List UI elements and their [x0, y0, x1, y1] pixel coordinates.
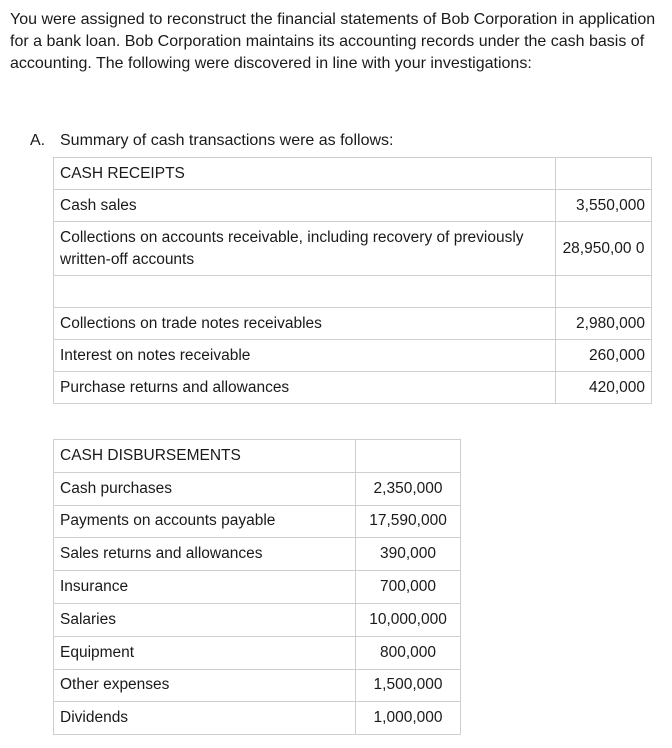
row-label: Purchase returns and allowances — [54, 372, 556, 404]
row-label: Interest on notes receivable — [54, 340, 556, 372]
cash-receipts-table — [53, 157, 652, 404]
row-value: 800,000 — [356, 636, 461, 669]
row-label: Collections on trade notes receivables — [54, 308, 556, 340]
row-value: 700,000 — [356, 571, 461, 604]
header-empty-cell — [556, 158, 652, 190]
row-label: Payments on accounts payable — [54, 505, 356, 538]
row-label: Other expenses — [54, 669, 356, 702]
table-row — [54, 190, 652, 222]
section-heading — [30, 130, 393, 152]
table-row — [54, 340, 652, 372]
cash-disbursements-table — [53, 439, 461, 735]
row-value: 10,000,000 — [356, 603, 461, 636]
table-row — [54, 538, 461, 571]
table-row — [54, 472, 461, 505]
section-letter: A. — [30, 132, 46, 149]
row-value: 3,550,000 — [556, 190, 652, 222]
table-row-empty — [54, 276, 652, 308]
row-label: Cash sales — [54, 190, 556, 222]
row-label — [54, 276, 556, 308]
table-row — [54, 603, 461, 636]
row-value: 1,000,000 — [356, 702, 461, 735]
row-value: 2,980,000 — [556, 308, 652, 340]
row-label: Dividends — [54, 702, 356, 735]
row-label: Sales returns and allowances — [54, 538, 356, 571]
row-label: Cash purchases — [54, 472, 356, 505]
table-row — [54, 505, 461, 538]
row-value: 1,500,000 — [356, 669, 461, 702]
row-label: Equipment — [54, 636, 356, 669]
cash-disbursements-header: CASH DISBURSEMENTS — [54, 440, 356, 473]
table-row — [54, 636, 461, 669]
row-label: Salaries — [54, 603, 356, 636]
table-header-row — [54, 158, 652, 190]
table-row — [54, 669, 461, 702]
table-row — [54, 702, 461, 735]
table-row — [54, 308, 652, 340]
section-title: Summary of cash transactions were as follows: — [60, 132, 394, 149]
row-value: 420,000 — [556, 372, 652, 404]
row-value: 260,000 — [556, 340, 652, 372]
intro-paragraph: You were assigned to reconstruct the financial statements of Bob Corporation in application for a bank loan. Bob Corporation maintains its accounting records under the cash basis of accounting. The following were discovered in line with your investigations: — [10, 11, 656, 72]
table-row — [54, 571, 461, 604]
row-label: Collections on accounts receivable, including recovery of previously written-off accounts — [54, 222, 556, 276]
table-row — [54, 222, 652, 276]
row-value: 390,000 — [356, 538, 461, 571]
row-label: Insurance — [54, 571, 356, 604]
header-empty-cell — [356, 440, 461, 473]
row-value: 2,350,000 — [356, 472, 461, 505]
table-header-row — [54, 440, 461, 473]
cash-receipts-header: CASH RECEIPTS — [54, 158, 556, 190]
table-row — [54, 372, 652, 404]
row-value: 28,950,00 0 — [556, 222, 652, 276]
row-value: 17,590,000 — [356, 505, 461, 538]
row-value — [556, 276, 652, 308]
